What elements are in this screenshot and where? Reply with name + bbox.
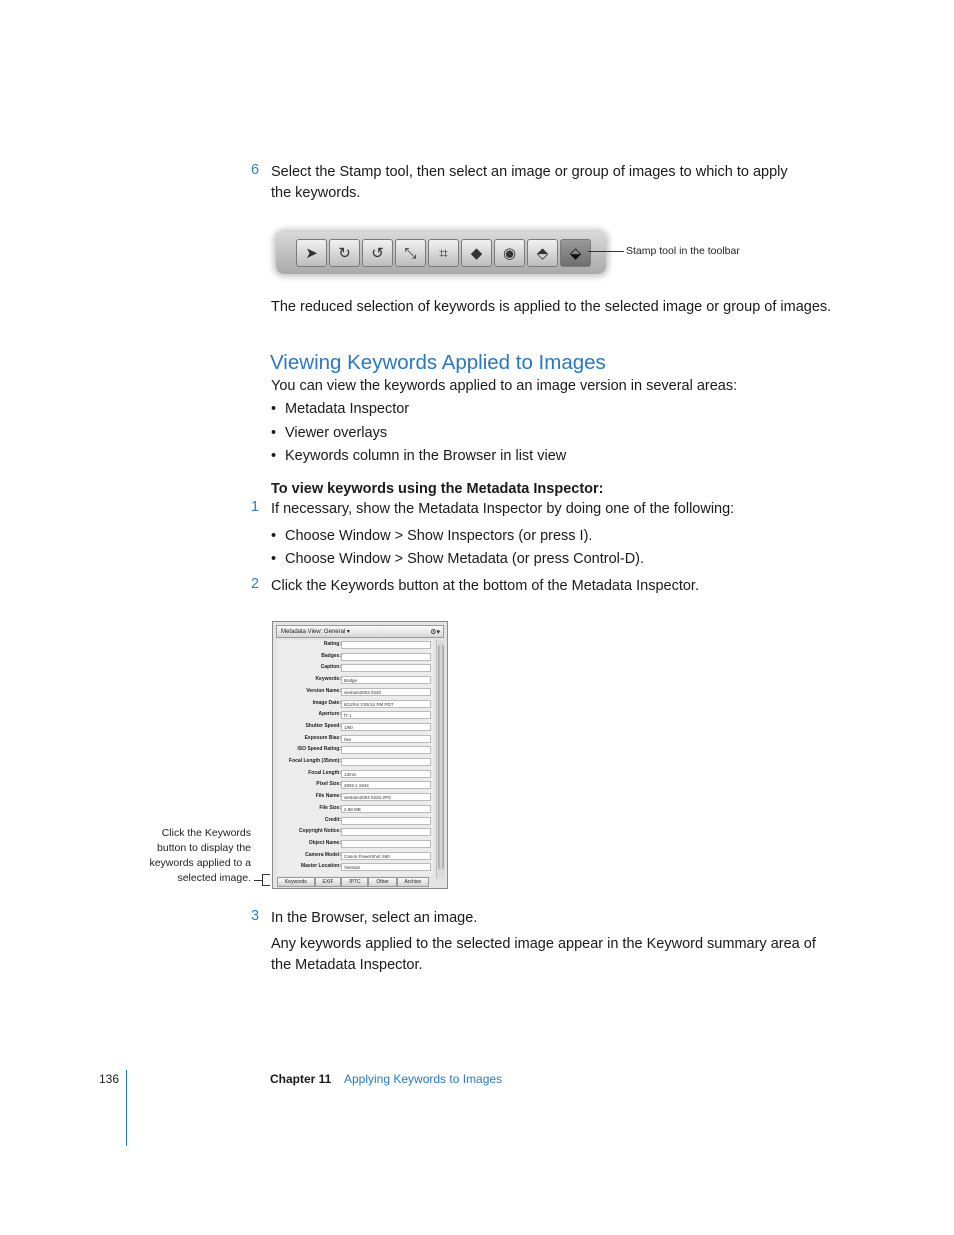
metadata-field: 1/60 <box>341 723 431 731</box>
metadata-row <box>277 816 433 828</box>
toolbar-callout: Stamp tool in the toolbar <box>626 245 740 257</box>
step-number: 2 <box>251 576 260 592</box>
metadata-row <box>277 827 433 839</box>
keywords-callout <box>130 826 251 886</box>
metadata-row <box>277 851 433 863</box>
step-text: In the Browser, select an image. <box>271 910 478 926</box>
metadata-row <box>277 745 433 757</box>
callout-leader <box>254 880 262 881</box>
metadata-field: Canon PowerShot S60 <box>341 852 431 860</box>
metadata-field: 2592 x 1944 <box>341 781 431 789</box>
tab-archive: Archive <box>397 877 429 887</box>
metadata-field <box>341 817 431 825</box>
callout-line-4: selected image. <box>177 872 251 884</box>
step-text-cont: the keywords. <box>271 185 361 201</box>
metadata-field <box>341 653 431 661</box>
reduced-selection-text: The reduced selection of keywords is applied to the selected image or group of images. <box>271 299 832 315</box>
bullet-item: • Viewer overlays <box>285 423 387 444</box>
metadata-field <box>341 641 431 649</box>
metadata-label: Copyright Notice: <box>299 828 341 835</box>
metadata-label: Master Location: <box>300 863 341 870</box>
page-number: 136 <box>99 1072 120 1086</box>
metadata-view-label: Metadata View: General ▾ <box>281 629 350 635</box>
metadata-row <box>277 710 433 722</box>
metadata-field: vietnam2004 0220 <box>341 688 431 696</box>
metadata-row <box>277 663 433 675</box>
metadata-label: Credit: <box>324 816 341 823</box>
tab-iptc: IPTC <box>341 877 368 887</box>
lift-icon: ⬘ <box>527 239 558 267</box>
metadata-field <box>341 746 431 754</box>
callout-line-1: Click the Keywords <box>161 827 251 839</box>
metadata-field <box>341 828 431 836</box>
metadata-row <box>277 699 433 711</box>
section-intro: You can view the keywords applied to an image version in several areas: <box>271 378 738 394</box>
metadata-label: Shutter Speed: <box>305 722 341 729</box>
metadata-label: Badges: <box>321 652 341 659</box>
metadata-field: Vietnam <box>341 863 431 871</box>
metadata-row <box>277 757 433 769</box>
metadata-field <box>341 664 431 672</box>
metadata-field: 8/12/04 3:55:51 PM PDT <box>341 700 431 708</box>
metadata-label: Camera Model: <box>305 851 341 858</box>
tab-exif: EXIF <box>315 877 342 887</box>
step-detail-cont: the Metadata Inspector. <box>271 957 423 973</box>
metadata-label: File Name: <box>315 793 341 800</box>
metadata-row <box>277 862 433 874</box>
metadata-row <box>277 722 433 734</box>
toolbar <box>296 239 592 267</box>
footer-rule <box>126 1070 127 1146</box>
arrow-pointer-icon: ➤ <box>296 239 327 267</box>
metadata-label: Rating: <box>323 641 341 647</box>
bullet-item: • Keywords column in the Browser in list view <box>285 446 566 467</box>
step-text: Click the Keywords button at the bottom of the Metadata Inspector. <box>271 578 699 594</box>
metadata-label: Object Name: <box>308 839 341 846</box>
metadata-field: 0ev <box>341 735 431 743</box>
metadata-row <box>277 792 433 804</box>
metadata-field: 2.88 MB <box>341 805 431 813</box>
metadata-row <box>277 675 433 687</box>
callout-line-2: button to display the <box>157 842 251 854</box>
bullet-item: • Metadata Inspector <box>285 399 409 420</box>
metadata-row <box>277 687 433 699</box>
metadata-label: Image Date: <box>312 699 341 706</box>
red-eye-icon: ◉ <box>494 239 525 267</box>
metadata-row <box>277 780 433 792</box>
metadata-field <box>341 758 431 766</box>
metadata-label: Aperture: <box>318 711 341 718</box>
scrollbar-thumb <box>438 644 444 870</box>
metadata-row <box>277 640 433 652</box>
metadata-row <box>277 769 433 781</box>
stamp-icon: ⬙ <box>560 239 591 267</box>
metadata-field: 13mm <box>341 770 431 778</box>
callout-bracket <box>262 874 270 886</box>
chapter-title: Applying Keywords to Images <box>344 1072 503 1086</box>
metadata-label: Pixel Size: <box>316 781 341 788</box>
metadata-field: f7.1 <box>341 711 431 719</box>
chapter-label: Chapter 11 <box>270 1072 332 1086</box>
metadata-label: ISO Speed Rating: <box>297 746 341 753</box>
scrollbar <box>436 640 445 878</box>
step-number: 6 <box>251 162 260 178</box>
metadata-fields <box>277 640 433 876</box>
tab-other: Other <box>368 877 396 887</box>
metadata-label: Keywords: <box>315 676 341 683</box>
metadata-view-popup <box>276 625 444 638</box>
step-number: 3 <box>251 908 260 924</box>
metadata-tab-bar <box>277 877 429 887</box>
callout-line <box>588 251 624 252</box>
metadata-row <box>277 734 433 746</box>
metadata-label: Focal Length: <box>308 769 341 776</box>
metadata-inspector-screenshot <box>272 621 448 889</box>
step-detail: Any keywords applied to the selected image appear in the Keyword summary area of <box>271 936 816 952</box>
step-text: If necessary, show the Metadata Inspector by doing one of the following: <box>271 501 735 517</box>
bullet-item: • Choose Window > Show Metadata (or press Control-D). <box>285 549 644 570</box>
metadata-field: vietnam2004 0220.JPG <box>341 793 431 801</box>
metadata-label: Focal Length (35mm): <box>289 758 341 764</box>
metadata-field <box>341 840 431 848</box>
gear-icon: ⚙▾ <box>430 629 440 636</box>
step-number: 1 <box>251 499 260 515</box>
straighten-icon: ⤡ <box>395 239 426 267</box>
tab-keywords: Keywords <box>277 877 315 887</box>
red-eye-icon: ◆ <box>461 239 492 267</box>
procedure-title: To view keywords using the Metadata Inspector: <box>271 481 604 497</box>
step-text: Select the Stamp tool, then select an image or group of images to which to apply <box>271 164 788 180</box>
section-heading: Viewing Keywords Applied to Images <box>270 351 606 374</box>
crop-icon: ⌗ <box>428 239 459 267</box>
metadata-row <box>277 839 433 851</box>
metadata-label: Version Name: <box>306 687 341 694</box>
callout-line-3: keywords applied to a <box>149 857 251 869</box>
rotate-right-icon: ↻ <box>329 239 360 267</box>
bullet-item: • Choose Window > Show Inspectors (or press I). <box>285 526 592 547</box>
toolbar-screenshot <box>276 232 606 274</box>
metadata-label: File Size: <box>319 804 341 811</box>
metadata-row <box>277 652 433 664</box>
metadata-field: Bridge <box>341 676 431 684</box>
metadata-row <box>277 804 433 816</box>
rotate-left-icon: ↺ <box>362 239 393 267</box>
metadata-label: Caption: <box>320 664 341 671</box>
metadata-label: Exposure Bias: <box>304 734 341 741</box>
